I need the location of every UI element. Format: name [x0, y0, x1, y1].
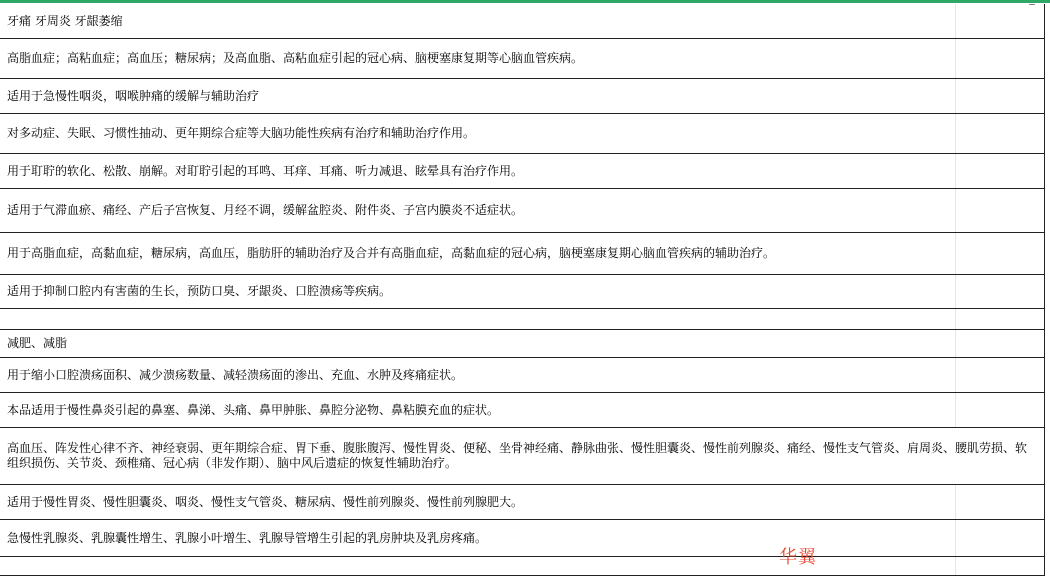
- table-row[interactable]: [0, 330, 1045, 358]
- red-overlay-label: 华翼: [779, 547, 817, 568]
- table-row[interactable]: [0, 189, 1045, 233]
- table-row[interactable]: [0, 428, 1045, 485]
- grid-line: [955, 557, 956, 575]
- table-cell: 适用于气滞血瘀、痛经、产后子宫恢复、月经不调，缓解盆腔炎、附件炎、子宫内膜炎不适症状。: [7, 203, 524, 217]
- grid-line: [955, 154, 956, 188]
- table-row[interactable]: [0, 557, 1045, 576]
- table-cell: 适用于抑制口腔内有害菌的生长，预防口臭、牙龈炎、口腔溃疡等疾病。: [7, 284, 392, 298]
- table-cell: 用于耵聍的软化、松散、崩解。对耵聍引起的耳鸣、耳痒、耳痛、听力减退、眩晕具有治疗作用。: [7, 163, 524, 178]
- table-row[interactable]: [0, 358, 1045, 393]
- table-cell: 适用于急慢性咽炎，咽喉肿痛的缓解与辅助治疗: [7, 88, 260, 103]
- table-row[interactable]: [0, 393, 1045, 428]
- table-row[interactable]: [0, 309, 1045, 330]
- table-cell: 高血压、阵发性心律不齐、神经衰弱、更年期综合症、胃下垂、腹胀腹泻、慢性胃炎、便秘、坐骨神经痛、静脉曲张、慢性胆囊炎、慢性前列腺炎、痛经、慢性支气管炎、肩周炎、腰肌劳损、软组织损伤、关节炎、颈椎痛、冠心病（非发作期）、脑中风后遗症的恢复性辅助治疗。: [7, 441, 1028, 470]
- grid-line: [955, 114, 956, 153]
- grid-line: [955, 485, 956, 519]
- top-accent-bar: [0, 0, 1050, 3]
- grid-line: [955, 39, 956, 78]
- grid-line: [955, 233, 956, 274]
- table-cell: 适用于慢性胃炎、慢性胆囊炎、咽炎、慢性支气管炎、糖尿病、慢性前列腺炎、慢性前列腺肥大。: [7, 494, 524, 509]
- table-row[interactable]: [0, 233, 1045, 275]
- table-cell: 牙痛 牙周炎 牙龈萎缩: [7, 13, 123, 28]
- table-cell: 高脂血症；高粘血症；高血压；糖尿病；及高血脂、高粘血症引起的冠心病、脑梗塞康复期等心脑血管疾病。: [7, 51, 584, 65]
- grid-line: [955, 393, 956, 427]
- table-row[interactable]: [0, 520, 1045, 557]
- table-row[interactable]: [0, 485, 1045, 520]
- grid-line: [955, 4, 956, 38]
- table-cell: 减肥、减脂: [7, 336, 68, 350]
- grid-line: [955, 189, 956, 232]
- table-cell: 急慢性乳腺炎、乳腺囊性增生、乳腺小叶增生、乳腺导管增生引起的乳房肿块及乳房疼痛。: [7, 530, 488, 545]
- table-row[interactable]: [0, 275, 1045, 309]
- table-row[interactable]: [0, 114, 1045, 154]
- grid-line: [955, 330, 956, 357]
- grid-line: [955, 358, 956, 392]
- table-row[interactable]: [0, 39, 1045, 79]
- grid-line: [955, 275, 956, 308]
- table-cell: 本品适用于慢性鼻炎引起的鼻塞、鼻涕、头痛、鼻甲肿胀、鼻腔分泌物、鼻粘膜充血的症状。: [7, 402, 500, 417]
- table-cell: 用于高脂血症，高黏血症，糖尿病，高血压，脂肪肝的辅助治疗及合并有高脂血症，高黏血症的冠心病，脑梗塞康复期心脑血管疾病的辅助治疗。: [7, 246, 776, 260]
- grid-line: [955, 79, 956, 113]
- table-cell: 对多动症、失眠、习惯性抽动、更年期综合症等大脑功能性疾病有治疗和辅助治疗作用。: [7, 126, 476, 140]
- spreadsheet-table: [0, 4, 1045, 576]
- grid-line: [955, 520, 956, 556]
- table-row[interactable]: [0, 154, 1045, 189]
- table-row[interactable]: [0, 79, 1045, 114]
- table-row[interactable]: [0, 4, 1045, 39]
- grid-line: [955, 309, 956, 329]
- table-cell: 用于缩小口腔溃疡面积、减少溃疡数量、减轻溃疡面的渗出、充血、水肿及疼痛症状。: [7, 367, 464, 382]
